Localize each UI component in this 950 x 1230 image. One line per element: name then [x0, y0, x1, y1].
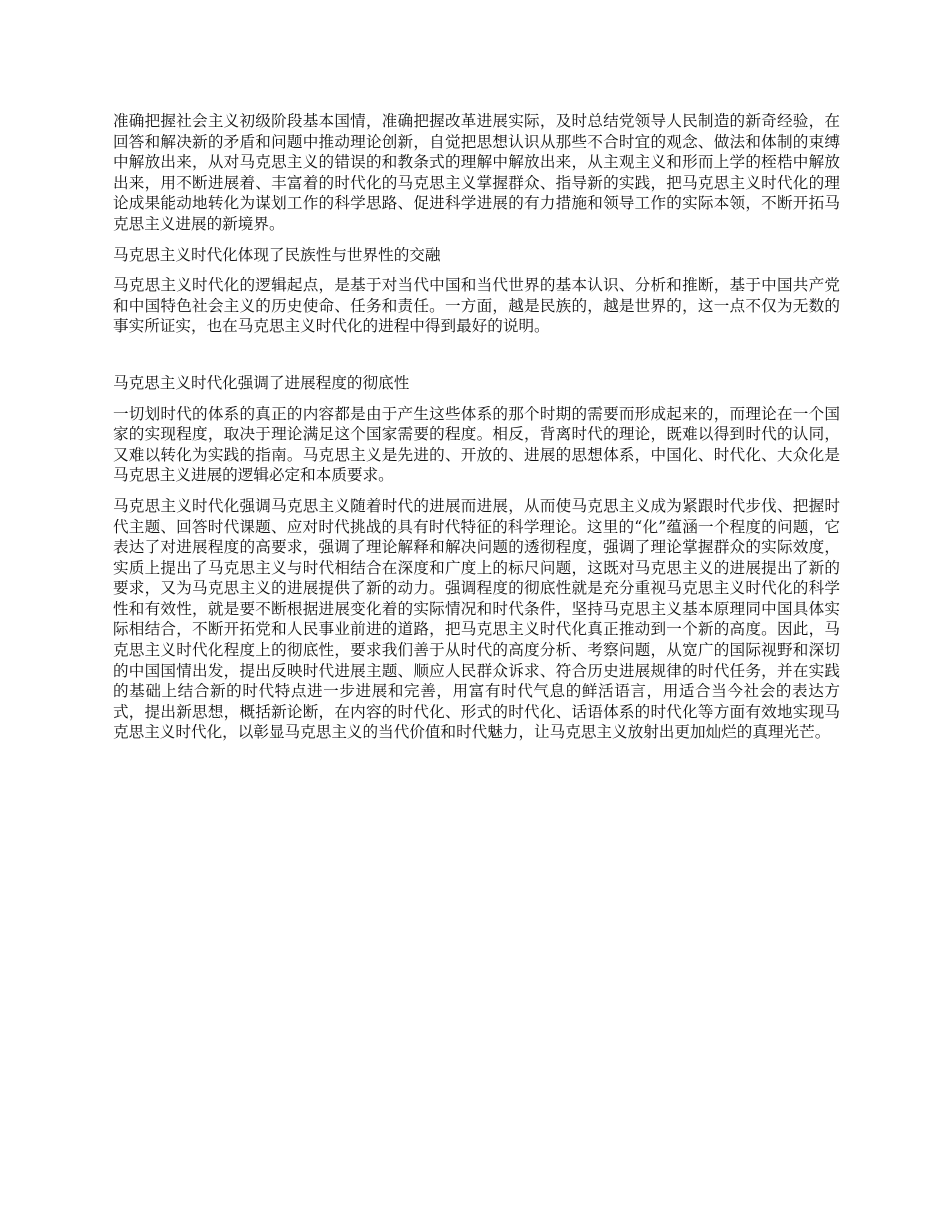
- section-paragraph-thoroughness-1: 一切划时代的体系的真正的内容都是由于产生这些体系的那个时期的需要而形成起来的，而理论在一个国家的实现程度，取决于理论满足这个国家需要的程度。相反，背离时代的理论，既难以得到时代的认同，又难以转化为实践的指南。马克思主义是先进的、开放的、进展的思想体系，中国化、时代化、大众化是马克思主义进展的逻辑必定和本质要求。: [113, 404, 840, 485]
- blank-spacer: [113, 347, 840, 373]
- document-body: [113, 111, 840, 753]
- section-paragraph-thoroughness-2: 马克思主义时代化强调马克思主义随着时代的进展而进展，从而使马克思主义成为紧跟时代步伐、把握时代主题、回答时代课题、应对时代挑战的具有时代特征的科学理论。这里的“化”蕴涵一个程度的问题，它表达了对进展程度的高要求，强调了理论解释和解决问题的透彻程度，强调了理论掌握群众的实际效度，实质上提出了马克思主义与时代相结合在深度和广度上的标尺问题，这既对马克思主义的进展提出了新的要求，又为马克思主义的进展提供了新的动力。强调程度的彻底性就是充分重视马克思主义时代化的科学性和有效性，就是要不断根据进展变化着的实际情况和时代条件，坚持马克思主义基本原理同中国具体实际相结合，不断开拓党和人民事业前进的道路，把马克思主义时代化真正推动到一个新的高度。因此，马克思主义时代化程度上的彻底性，要求我们善于从时代的高度分析、考察问题，从宽广的国际视野和深切的中国国情出发，提出反映时代进展主题、顺应人民群众诉求、符合历史进展规律的时代任务，并在实践的基础上结合新的时代特点进一步进展和完善，用富有时代气息的鲜活语言，用适合当今社会的表达方式，提出新思想，概括新论断，在内容的时代化、形式的时代化、话语体系的时代化等方面有效地实现马克思主义时代化，以彰显马克思主义的当代价值和时代魅力，让马克思主义放射出更加灿烂的真理光芒。: [113, 496, 840, 742]
- section-heading-fusion: 马克思主义时代化体现了民族性与世界性的交融: [113, 245, 441, 264]
- section-heading-thoroughness: 马克思主义时代化强调了进展程度的彻底性: [113, 373, 410, 392]
- intro-paragraph: 准确把握社会主义初级阶段基本国情，准确把握改革进展实际，及时总结党领导人民制造的新奇经验，在回答和解决新的矛盾和问题中推动理论创新，自觉把思想认识从那些不合时宜的观念、做法和体制的束缚中解放出来，从对马克思主义的错误的和教条式的理解中解放出来，从主观主义和形而上学的桎梏中解放出来，用不断进展着、丰富着的时代化的马克思主义掌握群众、指导新的实践，把马克思主义时代化的理论成果能动地转化为谋划工作的科学思路、促进科学进展的有力措施和领导工作的实际本领，不断开拓马克思主义进展的新境界。: [113, 112, 840, 233]
- section-paragraph-fusion: 马克思主义时代化的逻辑起点，是基于对当代中国和当代世界的基本认识、分析和推断，基于中国共产党和中国特色社会主义的历史使命、任务和责任。一方面，越是民族的，越是世界的，这一点不仅为无数的事实所证实，也在马克思主义时代化的进程中得到最好的说明。: [113, 276, 840, 336]
